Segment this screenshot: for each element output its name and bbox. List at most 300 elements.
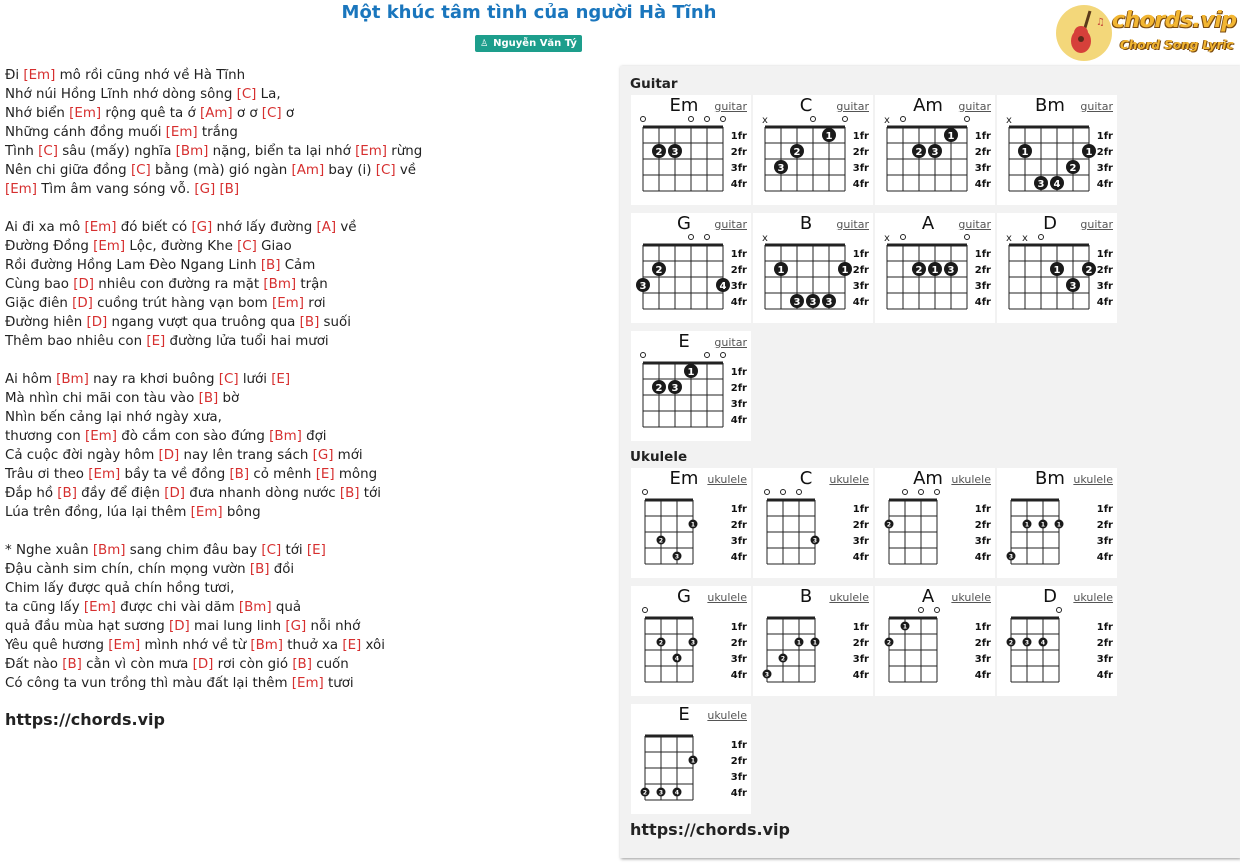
fret-label: 2fr xyxy=(974,638,991,649)
fret-label: 1fr xyxy=(730,367,747,378)
lyric-line xyxy=(5,560,605,579)
lyric-text: Đường Đồng xyxy=(5,239,94,254)
finger-number: 2 xyxy=(1069,163,1077,174)
lyric-text: sâu (mấy) nghĩa xyxy=(57,144,176,159)
chord-link[interactable]: [Em] xyxy=(165,125,198,140)
chord-link[interactable]: [Em] xyxy=(108,638,141,653)
ukulele-link[interactable]: ukulele xyxy=(707,473,747,486)
fret-label: 1fr xyxy=(1096,622,1113,633)
lyric-line xyxy=(5,237,605,256)
chord-link[interactable]: [B] xyxy=(229,467,250,482)
finger-number: 1 xyxy=(690,757,696,765)
chord-diagram xyxy=(631,331,751,441)
guitar-chord-a[interactable] xyxy=(875,213,995,323)
fret-label: 1fr xyxy=(974,131,991,142)
guitar-chord-b[interactable] xyxy=(753,213,873,323)
finger-number: 3 xyxy=(658,789,664,797)
chord-name: G xyxy=(677,586,691,607)
chord-name: B xyxy=(799,586,813,607)
chord-link[interactable]: [B] xyxy=(299,315,320,330)
lyric-line xyxy=(5,598,605,617)
chord-diagram xyxy=(997,468,1117,578)
finger-number: 2 xyxy=(1085,265,1093,276)
fret-label: 1fr xyxy=(730,249,747,260)
lyric-text: sang chim đâu bay xyxy=(125,543,262,558)
fret-label: 3fr xyxy=(730,536,747,547)
finger-number: 4 xyxy=(1040,639,1046,647)
chord-name: A xyxy=(921,586,935,607)
lyric-text: rơi còn gió xyxy=(213,657,293,672)
finger-number: 3 xyxy=(812,537,818,545)
chord-link[interactable]: [B] xyxy=(292,657,312,672)
guitar-logo-icon xyxy=(1056,5,1112,61)
chord-link[interactable]: [C] xyxy=(261,106,282,121)
lyric-text: tới xyxy=(281,543,307,558)
fret-label: 1fr xyxy=(730,622,747,633)
open-string-marker xyxy=(901,117,906,122)
guitar-link[interactable]: guitar xyxy=(836,100,869,113)
fret-label: 3fr xyxy=(852,281,869,292)
ukulele-chord-a[interactable] xyxy=(875,586,995,696)
lyric-text: Cùng bao xyxy=(5,277,74,292)
site-url-link[interactable]: https://chords.vip xyxy=(5,710,165,729)
chord-name: E xyxy=(678,704,690,725)
lyric-text: * Nghe xuân xyxy=(5,543,93,558)
lyric-line xyxy=(5,541,605,560)
lyric-text: cuốn xyxy=(311,657,349,672)
chord-diagram xyxy=(753,468,873,578)
finger-number: 1 xyxy=(777,265,785,276)
lyric-text: ta cũng lấy xyxy=(5,600,84,615)
open-string-marker xyxy=(781,490,786,495)
chord-link[interactable]: [C] xyxy=(38,144,58,159)
ukulele-chord-b[interactable] xyxy=(753,586,873,696)
lyric-text: nay lên trang sách xyxy=(179,448,313,463)
chord-link[interactable]: [B] xyxy=(260,258,281,273)
lyric-text: suối xyxy=(319,315,351,330)
finger-number: 1 xyxy=(902,623,908,631)
finger-number: 2 xyxy=(915,147,923,158)
muted-string-marker: x xyxy=(1006,233,1012,244)
chord-link[interactable]: [C] xyxy=(375,163,396,178)
chord-name: C xyxy=(799,468,813,489)
lyric-text: đưa nhanh dòng nước xyxy=(185,486,340,501)
ukulele-chord-d[interactable] xyxy=(997,586,1117,696)
fret-label: 1fr xyxy=(1096,131,1113,142)
lyric-line xyxy=(5,503,605,522)
guitar-link[interactable]: guitar xyxy=(836,218,869,231)
chord-name: A xyxy=(921,213,935,234)
chord-link[interactable]: [E] xyxy=(146,334,166,349)
lyric-line xyxy=(5,617,605,636)
chord-link[interactable]: [Em] xyxy=(190,505,223,520)
chord-diagram xyxy=(875,95,995,205)
guitar-link[interactable]: guitar xyxy=(958,100,991,113)
finger-number: 3 xyxy=(947,265,955,276)
chord-link[interactable]: [Bm] xyxy=(238,600,272,615)
chord-link[interactable]: [G] xyxy=(312,448,334,463)
lyric-line xyxy=(5,484,605,503)
chord-link[interactable]: [Am] xyxy=(291,163,325,178)
fret-label: 4fr xyxy=(730,670,747,681)
logo-tagline: Chord Song Lyric xyxy=(1120,38,1234,52)
chord-link[interactable]: [Am] xyxy=(199,106,233,121)
finger-number: 1 xyxy=(931,265,939,276)
lyric-text: Rồi đường Hồng Lam Đèo Ngang Linh xyxy=(5,258,261,273)
ukulele-link[interactable]: ukulele xyxy=(829,591,869,604)
lyric-text: Nhớ biển xyxy=(5,106,70,121)
guitar-link[interactable]: guitar xyxy=(714,218,747,231)
ukulele-chord-c[interactable] xyxy=(753,468,873,578)
chord-name: D xyxy=(1043,213,1057,234)
guitar-chord-d[interactable] xyxy=(997,213,1117,323)
lyric-text: mình nhớ về từ xyxy=(140,638,251,653)
ukulele-link[interactable]: ukulele xyxy=(707,709,747,722)
chord-name: Am xyxy=(913,95,943,116)
open-string-marker xyxy=(721,353,726,358)
open-string-marker xyxy=(935,608,940,613)
chord-link[interactable]: [Em] xyxy=(23,68,56,83)
finger-number: 2 xyxy=(1008,639,1014,647)
chord-name: G xyxy=(677,213,691,234)
chord-link[interactable]: [Em] xyxy=(355,144,388,159)
author-badge[interactable] xyxy=(475,35,582,52)
chord-link[interactable]: [B] xyxy=(198,391,219,406)
fret-label: 3fr xyxy=(974,163,991,174)
chord-link[interactable]: [D] xyxy=(158,448,180,463)
lyric-line xyxy=(5,655,605,674)
lyric-text: đó biết có xyxy=(116,220,192,235)
open-string-marker xyxy=(1057,608,1062,613)
ukulele-link[interactable]: ukulele xyxy=(707,591,747,604)
finger-number: 3 xyxy=(639,281,647,292)
finger-number: 3 xyxy=(825,297,833,308)
finger-number: 2 xyxy=(655,147,663,158)
chord-name: Am xyxy=(913,468,943,489)
chord-diagrams-panel xyxy=(620,66,1240,858)
svg-text:♫: ♫ xyxy=(1096,17,1105,28)
lyric-line xyxy=(5,256,605,275)
muted-string-marker: x xyxy=(762,115,768,126)
muted-string-marker: x xyxy=(1022,233,1028,244)
guitar-section-heading: Guitar xyxy=(630,76,678,92)
lyric-text: Mà nhìn chi mãi con tàu vào xyxy=(5,391,199,406)
lyric-text: Những cánh đồng muối xyxy=(5,125,166,140)
lyric-text: Đậu cành sim chín, chín mọng vườn xyxy=(5,562,250,577)
chord-diagram xyxy=(997,586,1117,696)
guitar-link[interactable]: guitar xyxy=(1080,218,1113,231)
fret-label: 1fr xyxy=(852,622,869,633)
lyric-text: Đắp hồ xyxy=(5,486,58,501)
lyric-text: quả đầu mùa hạt sương xyxy=(5,619,169,634)
ukulele-link[interactable]: ukulele xyxy=(1073,591,1113,604)
finger-number: 2 xyxy=(886,639,892,647)
chord-diagram xyxy=(753,95,873,205)
chord-link[interactable]: [B] xyxy=(62,657,82,672)
lyric-text: nhiêu con đường ra mặt xyxy=(94,277,264,292)
finger-number: 1 xyxy=(1021,147,1029,158)
ukulele-chord-g[interactable] xyxy=(631,586,751,696)
chord-name: Bm xyxy=(1035,95,1065,116)
finger-number: 1 xyxy=(690,521,696,529)
chord-link[interactable]: [C] xyxy=(237,239,257,254)
fret-label: 1fr xyxy=(730,504,747,515)
fret-label: 3fr xyxy=(730,772,747,783)
guitar-chord-g[interactable] xyxy=(631,213,751,323)
lyric-text: ơ ơ xyxy=(232,106,262,121)
fret-label: 4fr xyxy=(730,552,747,563)
open-string-marker xyxy=(843,117,848,122)
lyric-text: cằn vì còn mưa xyxy=(81,657,193,672)
chord-link[interactable]: [E] xyxy=(271,372,291,387)
lyric-line xyxy=(5,313,605,332)
lyric-line xyxy=(5,294,605,313)
site-logo[interactable] xyxy=(1054,4,1240,62)
guitar-link[interactable]: guitar xyxy=(714,100,747,113)
chord-link[interactable]: [D] xyxy=(86,315,108,330)
fret-label: 1fr xyxy=(852,249,869,260)
chord-link[interactable]: [C] xyxy=(261,543,282,558)
ukulele-link[interactable]: ukulele xyxy=(829,473,869,486)
fret-label: 4fr xyxy=(730,415,747,426)
lyric-line xyxy=(5,427,605,446)
finger-number: 2 xyxy=(642,789,648,797)
guitar-chord-bm[interactable] xyxy=(997,95,1117,205)
fret-label: 4fr xyxy=(852,179,869,190)
chord-name: C xyxy=(799,95,813,116)
open-string-marker xyxy=(765,490,770,495)
chord-name: Em xyxy=(669,468,699,489)
chord-link[interactable]: [B] xyxy=(249,562,270,577)
chord-link[interactable]: [Bm] xyxy=(175,144,209,159)
lyric-text: xôi xyxy=(361,638,385,653)
guitar-chord-c[interactable] xyxy=(753,95,873,205)
lyric-text: bông xyxy=(222,505,261,520)
fret-label: 2fr xyxy=(852,520,869,531)
lyric-text: rơi xyxy=(303,296,326,311)
blank-line xyxy=(5,351,605,370)
finger-number: 3 xyxy=(1024,639,1030,647)
muted-string-marker: x xyxy=(884,115,890,126)
ukulele-chord-bm[interactable] xyxy=(997,468,1117,578)
lyric-text: cuồng trút hàng vạn bom xyxy=(92,296,272,311)
chord-link[interactable]: [Em] xyxy=(271,296,304,311)
lyric-text: Đi xyxy=(5,68,24,83)
lyric-line xyxy=(5,389,605,408)
chord-link[interactable]: [Bm] xyxy=(263,277,297,292)
ukulele-chord-am[interactable] xyxy=(875,468,995,578)
chord-link[interactable]: [E] xyxy=(306,543,326,558)
open-string-marker xyxy=(1039,235,1044,240)
chord-link[interactable]: [D] xyxy=(73,277,95,292)
lyric-text: Yêu quê hương xyxy=(5,638,109,653)
song-title: Một khúc tâm tình của người Hà Tĩnh xyxy=(341,2,717,23)
lyric-text: bờ xyxy=(218,391,240,406)
lyrics-block xyxy=(5,66,605,693)
lyric-text: Giặc điên xyxy=(5,296,73,311)
finger-number: 1 xyxy=(1085,147,1093,158)
chord-link[interactable]: [A] xyxy=(316,220,337,235)
chord-link[interactable]: [Bm] xyxy=(269,429,302,444)
chord-diagram xyxy=(631,213,751,323)
fret-label: 3fr xyxy=(852,654,869,665)
chord-link[interactable]: [Em] xyxy=(88,467,121,482)
lyric-text: thương con xyxy=(5,429,85,444)
finger-number: 2 xyxy=(886,521,892,529)
lyric-text: mông xyxy=(334,467,378,482)
chord-link[interactable]: [Em] xyxy=(291,676,324,691)
fret-label: 3fr xyxy=(974,536,991,547)
finger-number: 1 xyxy=(1056,521,1062,529)
fret-label: 3fr xyxy=(730,281,747,292)
lyric-text: Đất nào xyxy=(5,657,63,672)
open-string-marker xyxy=(797,490,802,495)
finger-number: 1 xyxy=(687,367,695,378)
chord-link[interactable]: [G] xyxy=(285,619,307,634)
lyric-text: quả xyxy=(271,600,302,615)
chord-name: D xyxy=(1043,586,1057,607)
ukulele-link[interactable]: ukulele xyxy=(951,473,991,486)
fret-label: 2fr xyxy=(730,520,747,531)
fret-label: 3fr xyxy=(852,163,869,174)
fret-label: 2fr xyxy=(1096,638,1113,649)
lyric-line xyxy=(5,161,605,180)
fret-label: 3fr xyxy=(730,654,747,665)
fret-label: 2fr xyxy=(852,265,869,276)
open-string-marker xyxy=(935,490,940,495)
lyric-text: Nhìn bến cảng lại nhớ ngày xưa, xyxy=(5,410,222,425)
fret-label: 2fr xyxy=(1096,265,1113,276)
lyric-text: thuở xa xyxy=(283,638,343,653)
lyric-text: Chim lấy được quả chín hồng tươi, xyxy=(5,581,235,596)
guitar-link[interactable]: guitar xyxy=(1080,100,1113,113)
fret-label: 2fr xyxy=(974,265,991,276)
lyric-text: Cảm xyxy=(280,258,316,273)
chord-link[interactable]: [Em] xyxy=(5,182,37,197)
chord-name: E xyxy=(678,331,690,352)
lyric-line xyxy=(5,408,605,427)
chord-link[interactable]: [C] xyxy=(218,372,239,387)
finger-number: 3 xyxy=(1008,553,1014,561)
chord-link[interactable]: [Em] xyxy=(69,106,102,121)
chord-link[interactable]: [Em] xyxy=(84,220,117,235)
fret-label: 3fr xyxy=(974,654,991,665)
lyric-text: đường lửa tuổi hai mươi xyxy=(165,334,329,349)
lyric-text: nặng, biển ta lại nhớ xyxy=(208,144,356,159)
chord-link[interactable]: [E] xyxy=(315,467,335,482)
lyric-line xyxy=(5,332,605,351)
ukulele-link[interactable]: ukulele xyxy=(951,591,991,604)
chord-link[interactable]: [B] xyxy=(219,182,240,197)
finger-number: 4 xyxy=(1053,179,1061,190)
author-name: Nguyễn Văn Tý xyxy=(493,38,577,49)
fret-label: 2fr xyxy=(852,638,869,649)
chord-link[interactable]: [C] xyxy=(236,87,257,102)
chord-link[interactable]: [D] xyxy=(164,486,186,501)
chord-link[interactable]: [Em] xyxy=(83,600,116,615)
chord-diagram xyxy=(753,213,873,323)
fret-label: 1fr xyxy=(852,504,869,515)
finger-number: 1 xyxy=(812,639,818,647)
chord-link[interactable]: [B] xyxy=(339,486,360,501)
chord-link[interactable]: [Bm] xyxy=(56,372,89,387)
person-icon: ♙ xyxy=(480,38,489,49)
finger-number: 3 xyxy=(671,383,679,394)
open-string-marker xyxy=(689,117,694,122)
lyric-text: lưới xyxy=(238,372,272,387)
finger-number: 1 xyxy=(841,265,849,276)
lyric-text: Thêm bao nhiêu con xyxy=(5,334,147,349)
chord-link[interactable]: [G] xyxy=(191,220,213,235)
ukulele-chord-em[interactable] xyxy=(631,468,751,578)
lyric-text: Có công ta vun trồng thì màu đất lại thêm xyxy=(5,676,292,691)
open-string-marker xyxy=(721,117,726,122)
lyric-line xyxy=(5,66,605,85)
fret-label: 2fr xyxy=(1096,147,1113,158)
lyric-text: mới xyxy=(333,448,363,463)
guitar-chord-em[interactable] xyxy=(631,95,751,205)
guitar-link[interactable]: guitar xyxy=(714,336,747,349)
chord-link[interactable]: [D] xyxy=(72,296,93,311)
chord-link[interactable]: [C] xyxy=(130,163,151,178)
fret-label: 4fr xyxy=(1096,552,1113,563)
fret-label: 2fr xyxy=(974,520,991,531)
ukulele-chord-e[interactable] xyxy=(631,704,751,814)
muted-string-marker: x xyxy=(1006,115,1012,126)
fret-label: 4fr xyxy=(974,670,991,681)
guitar-chord-am[interactable] xyxy=(875,95,995,205)
open-string-marker xyxy=(901,235,906,240)
fret-label: 2fr xyxy=(730,638,747,649)
lyric-line xyxy=(5,370,605,389)
chord-link[interactable]: [Em] xyxy=(93,239,126,254)
fret-label: 4fr xyxy=(1096,297,1113,308)
chord-link[interactable]: [B] xyxy=(57,486,77,501)
fret-label: 2fr xyxy=(974,147,991,158)
guitar-link[interactable]: guitar xyxy=(958,218,991,231)
chord-diagram xyxy=(631,586,751,696)
lyric-text: nhớ lấy đường xyxy=(212,220,317,235)
chord-diagram xyxy=(875,213,995,323)
lyric-text: đầy để điện xyxy=(76,486,165,501)
lyric-text: Trâu ơi theo xyxy=(5,467,89,482)
chord-link[interactable]: [Bm] xyxy=(92,543,126,558)
ukulele-link[interactable]: ukulele xyxy=(1073,473,1113,486)
lyric-text: Nhớ núi Hồng Lĩnh nhớ dòng sông xyxy=(5,87,237,102)
lyric-text: đợi xyxy=(301,429,327,444)
chord-link[interactable]: [D] xyxy=(169,619,190,634)
chord-link[interactable]: [G] xyxy=(194,182,216,197)
chord-link[interactable]: [Em] xyxy=(84,429,117,444)
lyric-line xyxy=(5,142,605,161)
lyric-text: nỗi nhớ xyxy=(306,619,361,634)
chord-link[interactable]: [E] xyxy=(342,638,362,653)
lyric-text: rừng xyxy=(387,144,423,159)
chord-link[interactable]: [D] xyxy=(192,657,214,672)
lyric-line xyxy=(5,104,605,123)
fret-label: 3fr xyxy=(730,399,747,410)
fret-label: 4fr xyxy=(1096,670,1113,681)
site-url-link-panel[interactable]: https://chords.vip xyxy=(630,820,790,839)
finger-number: 1 xyxy=(1040,521,1046,529)
lyric-line xyxy=(5,180,605,199)
guitar-chord-e[interactable] xyxy=(631,331,751,441)
lyric-text: Giao xyxy=(256,239,292,254)
open-string-marker xyxy=(705,353,710,358)
lyric-line xyxy=(5,123,605,142)
fret-label: 2fr xyxy=(1096,520,1113,531)
chord-link[interactable]: [Bm] xyxy=(250,638,284,653)
